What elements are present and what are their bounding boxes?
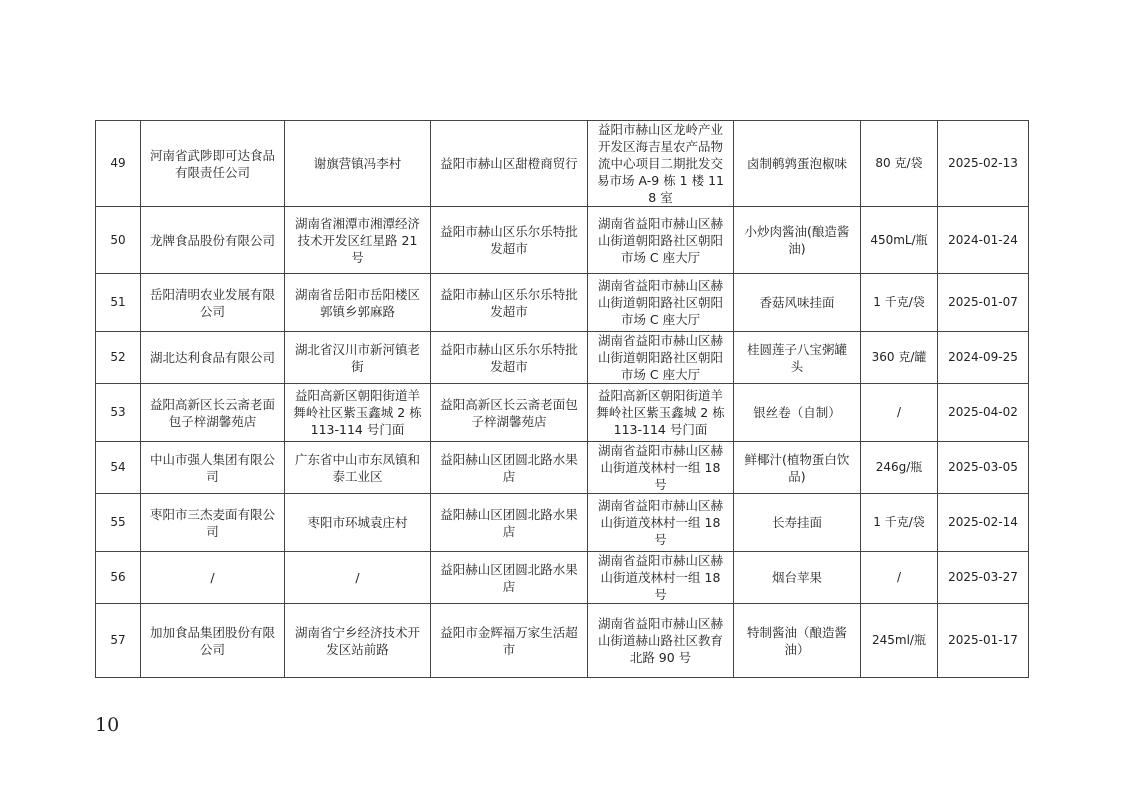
sampled-unit: 益阳赫山区团圆北路水果店 [431, 442, 588, 494]
production-date: 2025-01-07 [938, 274, 1029, 332]
manufacturer-name: 枣阳市三杰麦面有限公司 [141, 494, 285, 552]
row-number: 54 [96, 442, 141, 494]
sampled-address: 益阳高新区朝阳街道羊舞岭社区紫玉鑫城 2 栋 113-114 号门面 [588, 384, 734, 442]
production-date: 2024-09-25 [938, 332, 1029, 384]
table-row [96, 384, 1029, 442]
page-number: 10 [95, 714, 120, 736]
manufacturer-name: 湖北达利食品有限公司 [141, 332, 285, 384]
product-spec: 80 克/袋 [861, 121, 938, 207]
manufacturer-name: 龙牌食品股份有限公司 [141, 207, 285, 274]
sampled-address: 湖南省益阳市赫山区赫山街道茂林村一组 18 号 [588, 442, 734, 494]
row-number: 57 [96, 604, 141, 678]
product-spec: 245ml/瓶 [861, 604, 938, 678]
table-row [96, 121, 1029, 207]
sampled-address: 湖南省益阳市赫山区赫山街道茂林村一组 18 号 [588, 552, 734, 604]
row-number: 56 [96, 552, 141, 604]
sampled-unit: 益阳高新区长云斋老面包子梓湖馨苑店 [431, 384, 588, 442]
product-spec: 450mL/瓶 [861, 207, 938, 274]
production-date: 2025-02-13 [938, 121, 1029, 207]
product-spec: 1 千克/袋 [861, 494, 938, 552]
product-spec: 246g/瓶 [861, 442, 938, 494]
product-spec: 1 千克/袋 [861, 274, 938, 332]
row-number: 52 [96, 332, 141, 384]
row-number: 53 [96, 384, 141, 442]
sampled-unit: 益阳市赫山区乐尔乐特批发超市 [431, 274, 588, 332]
production-date: 2025-04-02 [938, 384, 1029, 442]
sampled-unit: 益阳市赫山区乐尔乐特批发超市 [431, 332, 588, 384]
manufacturer-name: 河南省武陟即可达食品有限责任公司 [141, 121, 285, 207]
table-row [96, 207, 1029, 274]
manufacturer-name: / [141, 552, 285, 604]
sampled-address: 湖南省益阳市赫山区赫山街道茂林村一组 18 号 [588, 494, 734, 552]
manufacturer-name: 岳阳清明农业发展有限公司 [141, 274, 285, 332]
product-name: 银丝卷（自制） [734, 384, 861, 442]
manufacturer-address: 谢旗营镇冯李村 [285, 121, 431, 207]
product-name: 卤制鹌鹑蛋泡椒味 [734, 121, 861, 207]
table-row [96, 494, 1029, 552]
product-name: 鲜椰汁(植物蛋白饮品) [734, 442, 861, 494]
product-spec: / [861, 552, 938, 604]
product-name: 小炒肉酱油(酿造酱油) [734, 207, 861, 274]
table-row [96, 552, 1029, 604]
row-number: 49 [96, 121, 141, 207]
row-number: 51 [96, 274, 141, 332]
sampled-unit: 益阳赫山区团圆北路水果店 [431, 494, 588, 552]
sampled-unit: 益阳市赫山区甜橙商贸行 [431, 121, 588, 207]
manufacturer-address: 湖南省岳阳市岳阳楼区郭镇乡郭麻路 [285, 274, 431, 332]
sampled-address: 湖南省益阳市赫山区赫山街道朝阳路社区朝阳市场 C 座大厅 [588, 274, 734, 332]
sampled-unit: 益阳市金辉福万家生活超市 [431, 604, 588, 678]
table-row [96, 274, 1029, 332]
sampled-address: 湖南省益阳市赫山区赫山街道朝阳路社区朝阳市场 C 座大厅 [588, 332, 734, 384]
production-date: 2025-01-17 [938, 604, 1029, 678]
product-name: 特制酱油（酿造酱油） [734, 604, 861, 678]
product-name: 香菇风味挂面 [734, 274, 861, 332]
manufacturer-address: 枣阳市环城袁庄村 [285, 494, 431, 552]
production-date: 2025-02-14 [938, 494, 1029, 552]
production-date: 2025-03-05 [938, 442, 1029, 494]
row-number: 55 [96, 494, 141, 552]
product-name: 烟台苹果 [734, 552, 861, 604]
row-number: 50 [96, 207, 141, 274]
sampled-address: 湖南省益阳市赫山区赫山街道朝阳路社区朝阳市场 C 座大厅 [588, 207, 734, 274]
product-name: 长寿挂面 [734, 494, 861, 552]
production-date: 2025-03-27 [938, 552, 1029, 604]
manufacturer-address: / [285, 552, 431, 604]
sampled-unit: 益阳市赫山区乐尔乐特批发超市 [431, 207, 588, 274]
table-row [96, 332, 1029, 384]
product-name: 桂圆莲子八宝粥罐头 [734, 332, 861, 384]
manufacturer-address: 广东省中山市东凤镇和泰工业区 [285, 442, 431, 494]
sampled-unit: 益阳赫山区团圆北路水果店 [431, 552, 588, 604]
inspection-table [95, 120, 1029, 678]
manufacturer-address: 湖南省湘潭市湘潭经济技术开发区红星路 21 号 [285, 207, 431, 274]
sampled-address: 湖南省益阳市赫山区赫山街道赫山路社区教育北路 90 号 [588, 604, 734, 678]
table-row [96, 604, 1029, 678]
manufacturer-address: 湖南省宁乡经济技术开发区站前路 [285, 604, 431, 678]
sampled-address: 益阳市赫山区龙岭产业开发区海吉星农产品物流中心项目二期批发交易市场 A-9 栋 1 楼 118 室 [588, 121, 734, 207]
production-date: 2024-01-24 [938, 207, 1029, 274]
manufacturer-name: 加加食品集团股份有限公司 [141, 604, 285, 678]
manufacturer-name: 益阳高新区长云斋老面包子梓湖馨苑店 [141, 384, 285, 442]
manufacturer-address: 湖北省汉川市新河镇老街 [285, 332, 431, 384]
manufacturer-address: 益阳高新区朝阳街道羊舞岭社区紫玉鑫城 2 栋 113-114 号门面 [285, 384, 431, 442]
manufacturer-name: 中山市强人集团有限公司 [141, 442, 285, 494]
table-row [96, 442, 1029, 494]
product-spec: / [861, 384, 938, 442]
product-spec: 360 克/罐 [861, 332, 938, 384]
